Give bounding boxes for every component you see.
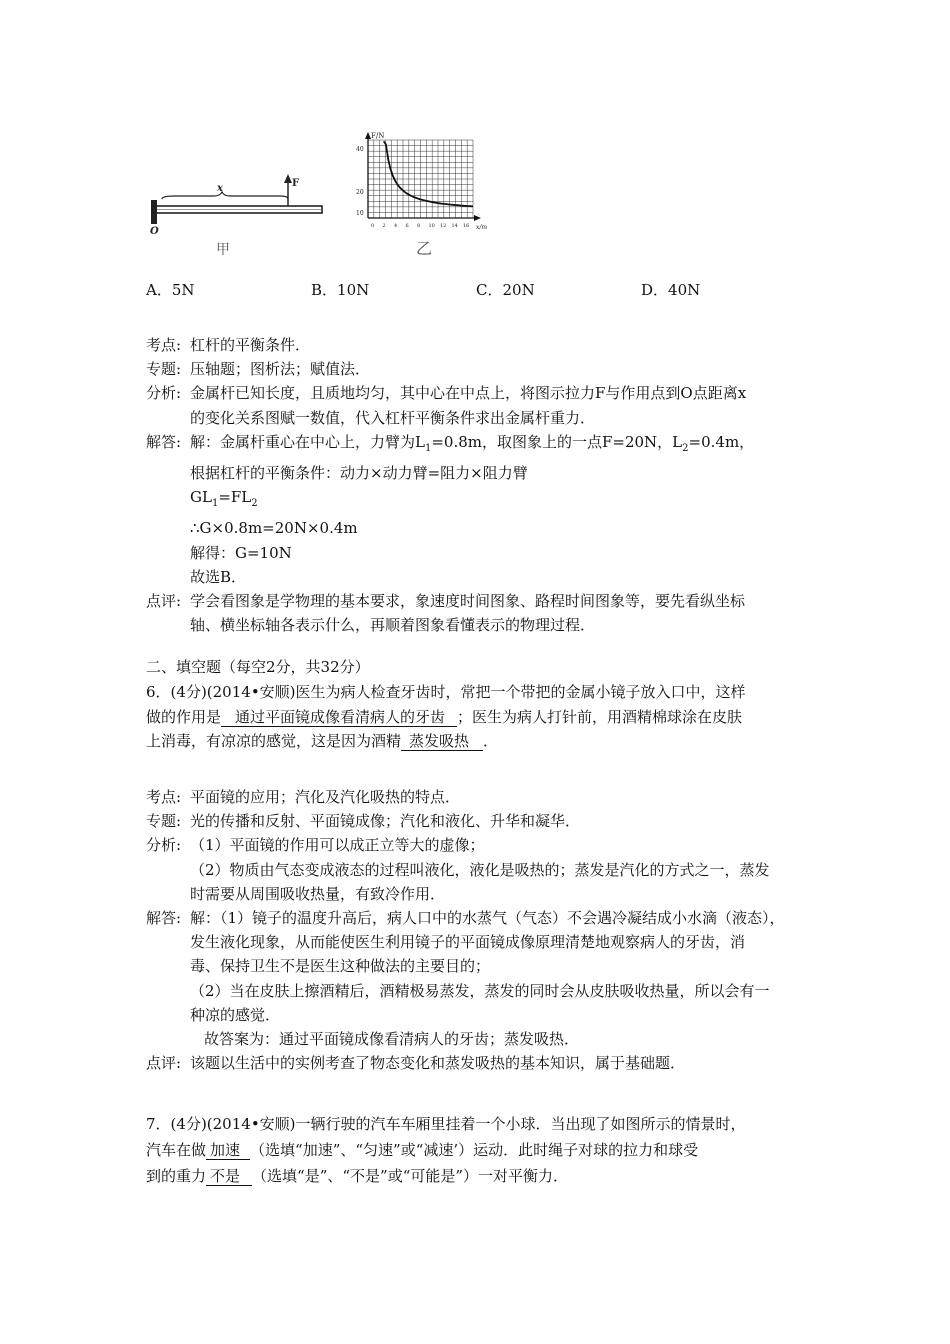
q5-dianping-2: 轴、横坐标轴各表示什么，再顺着图象看懂表示的物理过程． — [190, 616, 596, 635]
q6-jieda-4: （2）当在皮肤上擦酒精后，酒精极易蒸发，蒸发的同时会从皮肤吸收热量，所以会有一 — [190, 981, 770, 1000]
distance-brace — [162, 192, 288, 199]
graph-x-tick: 2 — [382, 223, 386, 229]
q6-fenxi-label: 分析: — [146, 836, 182, 855]
q6-zhuanti: 光的传播和反射、平面镜成像；汽化和液化、升华和凝华． — [190, 812, 581, 831]
graph-x-tick: 12 — [440, 223, 447, 229]
graph-y-tick-40: 40 — [356, 146, 364, 153]
lever-o-label: O — [150, 226, 159, 237]
q7-answer-1: 加速 — [206, 1141, 250, 1160]
q6-kaodian: 平面镜的应用；汽化及汽化吸热的特点． — [190, 788, 461, 806]
q7-stem-2: 汽车在做 加速 （选填“加速”、“匀速”或“减速’）运动．此时绳子对球的拉力和球受 — [146, 1141, 699, 1159]
option-d: D．40N — [641, 281, 701, 299]
graph-y-tick-10: 10 — [356, 210, 364, 217]
graph-x-tick: 14 — [451, 223, 458, 229]
q6-dianping-label: 点评: — [146, 1054, 182, 1073]
graph-x-tick: 16 — [463, 223, 470, 229]
q6-answer-2: 蒸发吸热 — [401, 732, 483, 751]
graph-caption: 乙 — [416, 239, 433, 258]
q5-dianping-label: 点评: — [146, 592, 182, 611]
option-c: C．20N — [476, 281, 535, 299]
q5-jieda-4: ∴G×0.8m=20N×0.4m — [190, 519, 358, 538]
q6-answer-1: 通过平面镜成像看清病人的牙齿 — [221, 708, 457, 727]
q7-stem — [146, 1111, 816, 1189]
lever-f-label: F — [292, 178, 300, 189]
graph-x-ticks — [371, 223, 469, 229]
q6-jieda-1: 解：（1）镜子的温度升高后，病人口中的水蒸气（气态）不会遇冷凝结成小水滴（液态）， — [190, 909, 785, 928]
q6-zhuanti-label: 专题: — [146, 812, 182, 831]
q5-fenxi-1: 金属杆已知长度，且质地均匀，其中心在中点上，将图示拉力F与作用点到O点距离x — [190, 384, 747, 403]
q6-fenxi-1: （1）平面镜的作用可以成正立等大的虚像； — [190, 836, 485, 855]
section2-title: 二、填空题（每空2分，共32分） — [146, 658, 370, 676]
graph-x-tick: 0 — [371, 223, 375, 229]
graph-x-tick: 4 — [394, 223, 398, 229]
q6-dianping: 该题以生活中的实例考查了物态变化和蒸发吸热的基本知识，属于基础题． — [190, 1054, 686, 1073]
figure-area — [0, 0, 950, 280]
q5-fenxi-2: 的变化关系图赋一数值，代入杠杆平衡条件求出金属杆重力． — [190, 408, 596, 427]
option-a: A．5N — [146, 281, 195, 299]
graph-y-tick-20: 20 — [356, 189, 364, 196]
q5-kaodian: 杠杆的平衡条件． — [190, 336, 311, 354]
q5-analysis — [146, 333, 816, 637]
option-b: B．10N — [311, 281, 370, 299]
q6-fenxi-3: 时需要从周围吸收热量，有致冷作用． — [190, 884, 446, 903]
answer-options — [146, 279, 846, 301]
graph-y-label: F/N — [371, 132, 385, 140]
q7-answer-2: 不是 — [206, 1167, 252, 1186]
q6-stem — [146, 680, 816, 754]
lever-x-label: x — [217, 183, 223, 194]
q6-jieda-6: 故答案为：通过平面镜成像看清病人的牙齿；蒸发吸热． — [204, 1030, 580, 1049]
graph-x-tick: 8 — [417, 223, 421, 229]
q5-kaodian-label: 考点: — [146, 336, 182, 354]
q6-jieda-label: 解答: — [146, 909, 182, 928]
q6-analysis — [146, 785, 816, 1075]
q5-zhuanti-label: 专题: — [146, 360, 182, 379]
lever-figure — [150, 174, 322, 258]
graph-figure — [356, 132, 487, 258]
q7-stem-3: 到的重力 不是 （选填“是”、“不是”或“可能是”）一对平衡力． — [146, 1167, 569, 1185]
q5-dianping-1: 学会看图象是学物理的基本要求，象速度时间图象、路程时间图象等，要先看纵坐标 — [190, 592, 746, 611]
q6-stem-2: 做的作用是 通过平面镜成像看清病人的牙齿 ；医生为病人打针前，用酒精棉球涂在皮肤 — [146, 707, 743, 726]
q5-zhuanti: 压轴题；图析法；赋值法． — [190, 360, 371, 379]
q5-jieda-5: 解得：G=10N — [190, 543, 292, 562]
q5-jieda-2: 根据杠杆的平衡条件：动力×动力臂=阻力×阻力臂 — [190, 464, 528, 483]
q6-kaodian-label: 考点: — [146, 788, 182, 806]
q5-fenxi-label: 分析: — [146, 384, 182, 403]
graph-x-label: x/m — [476, 224, 488, 231]
q6-stem-1: 6．(4分)(2014•安顺)医生为病人检查牙齿时，常把一个带把的金属小镜子放入口中，这样 — [146, 683, 746, 701]
q6-jieda-2: 发生液化现象，从而能使医生利用镜子的平面镜成像原理清楚地观察病人的牙齿，消 — [190, 933, 746, 952]
graph-x-tick: 6 — [405, 223, 409, 229]
q5-jieda-6: 故选B． — [190, 567, 247, 586]
lever-caption: 甲 — [216, 242, 230, 258]
q7-stem-1: 7．(4分)(2014•安顺)一辆行驶的汽车车厢里挂着一个小球．当出现了如图所示的情景时， — [146, 1115, 746, 1133]
q6-jieda-5: 种凉的感觉． — [190, 1005, 281, 1024]
graph-x-tick: 10 — [428, 223, 435, 229]
q5-jieda-label: 解答: — [146, 432, 182, 451]
q6-jieda-3: 毒、保持卫生不是医生这种做法的主要目的； — [190, 957, 491, 976]
q6-stem-3: 上消毒，有凉凉的感觉，这是因为酒精 蒸发吸热 ． — [146, 732, 499, 750]
q5-jieda-3: $GL_1=FL_2$ — [190, 488, 258, 510]
q6-fenxi-2: （2）物质由气态变成液态的过程叫液化，液化是吸热的；蒸发是汽化的方式之一，蒸发 — [190, 860, 770, 879]
q5-jieda-1: 解：金属杆重心在中心上，力臂为$L_1=0.8m$，取图象上的一点F=20N，$L_2=0.4m$， — [190, 432, 755, 454]
graph-grid — [368, 140, 473, 218]
